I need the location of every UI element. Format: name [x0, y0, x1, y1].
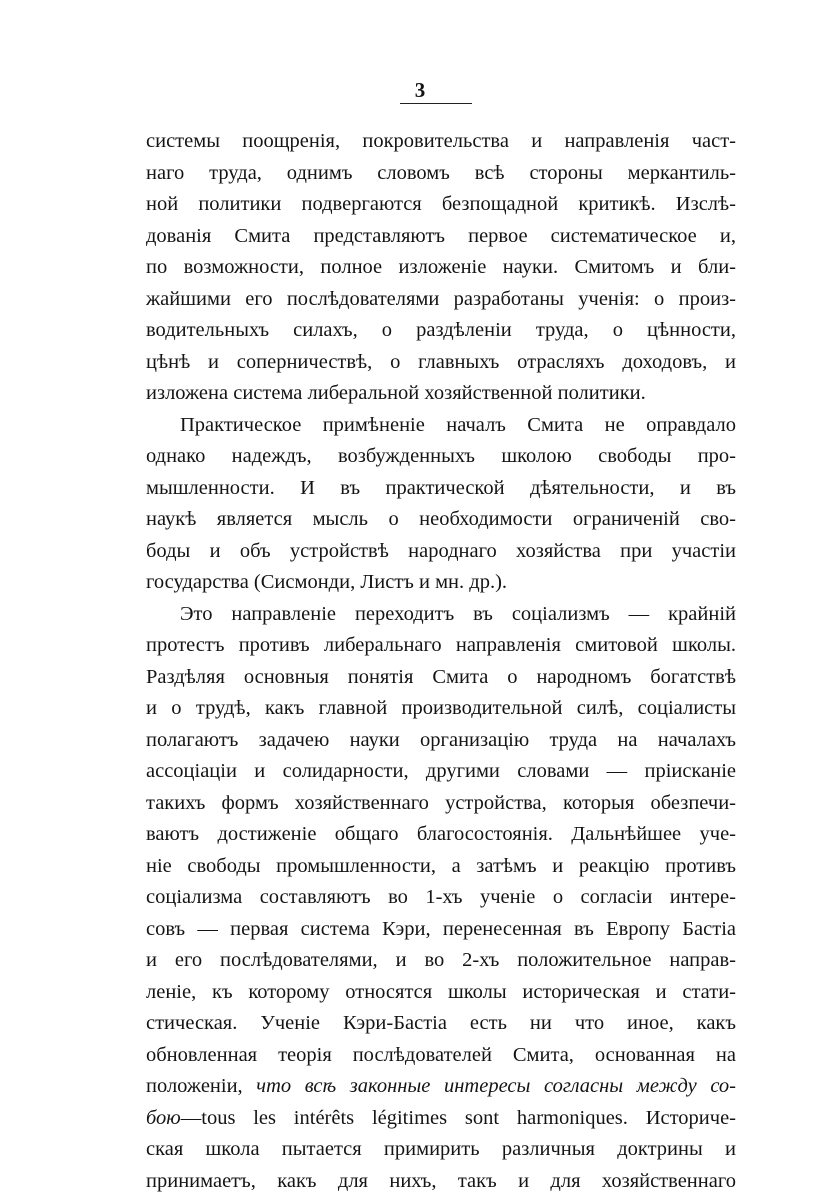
text-line: ной политики подвергаются безпощадной критикѣ. Изслѣ-: [146, 189, 736, 221]
text-line: такихъ формъ хозяйственнаго устройства, которыя обезпечи-: [146, 788, 736, 820]
text-line: [146, 1103, 736, 1135]
text-line: обновленная теорія послѣдователей Смита, основанная на: [146, 1040, 736, 1072]
text-line: протестъ противъ либеральнаго направленія смитовой школы.: [146, 630, 736, 662]
body-text: [146, 126, 736, 1197]
text-run: положеніи,: [146, 1075, 256, 1097]
text-run: —tous les intérêts légitimes sont harmoniques. Историче-: [181, 1107, 736, 1129]
text-line: [146, 1071, 736, 1103]
text-line: и о трудѣ, какъ главной производительной силѣ, соціалисты: [146, 693, 736, 725]
text-line: изложена система либеральной хозяйственной политики.: [146, 378, 736, 410]
page-number-rule: [400, 103, 472, 104]
text-line: Раздѣляя основныя понятія Смита о народномъ богатствѣ: [146, 662, 736, 694]
text-line: боды и объ устройствѣ народнаго хозяйства при участіи: [146, 536, 736, 568]
text-line: наукѣ является мысль о необходимости ограниченій сво-: [146, 504, 736, 536]
text-line: мышленности. И въ практической дѣятельности, и въ: [146, 473, 736, 505]
italic-text: что всѣ законные интересы согласны между со-: [256, 1075, 736, 1097]
text-line: по возможности, полное изложеніе науки. Смитомъ и бли-: [146, 252, 736, 284]
text-line: наго труда, однимъ словомъ всѣ стороны меркантиль-: [146, 158, 736, 190]
text-line: ніе свободы промышленности, а затѣмъ и реакцію противъ: [146, 851, 736, 883]
text-line: Практическое примѣненіе началъ Смита не оправдало: [146, 410, 736, 442]
text-line: Это направленіе переходитъ въ соціализмъ — крайній: [146, 599, 736, 631]
text-line: ассоціаціи и солидарности, другими словами — пріисканіе: [146, 756, 736, 788]
text-line: соціализма составляютъ во 1-хъ ученіе о согласіи интере-: [146, 882, 736, 914]
text-line: государства (Сисмонди, Листъ и мн. др.).: [146, 567, 736, 599]
text-line: водительныхъ силахъ, о раздѣленіи труда, о цѣнности,: [146, 315, 736, 347]
text-line: принимаетъ, какъ для нихъ, такъ и для хозяйственнаго: [146, 1166, 736, 1197]
text-line: дованія Смита представляютъ первое систематическое и,: [146, 221, 736, 253]
text-line: стическая. Ученіе Кэри-Бастіа есть ни что иное, какъ: [146, 1008, 736, 1040]
text-line: цѣнѣ и соперничествѣ, о главныхъ отрасляхъ доходовъ, и: [146, 347, 736, 379]
text-line: однако надеждъ, возбужденныхъ школою свободы про-: [146, 441, 736, 473]
italic-text: бою: [146, 1107, 181, 1129]
text-line: системы поощренія, покровительства и направленія част-: [146, 126, 736, 158]
page-number: 3: [0, 78, 840, 102]
text-line: ваютъ достиженіе общаго благосостоянія. Дальнѣйшее уче-: [146, 819, 736, 851]
text-line: леніе, къ которому относятся школы историческая и стати-: [146, 977, 736, 1009]
text-line: жайшими его послѣдователями разработаны ученія: о произ-: [146, 284, 736, 316]
text-line: совъ — первая система Кэри, перенесенная въ Европу Бастіа: [146, 914, 736, 946]
text-line: полагаютъ задачею науки организацію труда на началахъ: [146, 725, 736, 757]
text-line: и его послѣдователями, и во 2-хъ положительное направ-: [146, 945, 736, 977]
text-line: ская школа пытается примирить различныя доктрины и: [146, 1134, 736, 1166]
